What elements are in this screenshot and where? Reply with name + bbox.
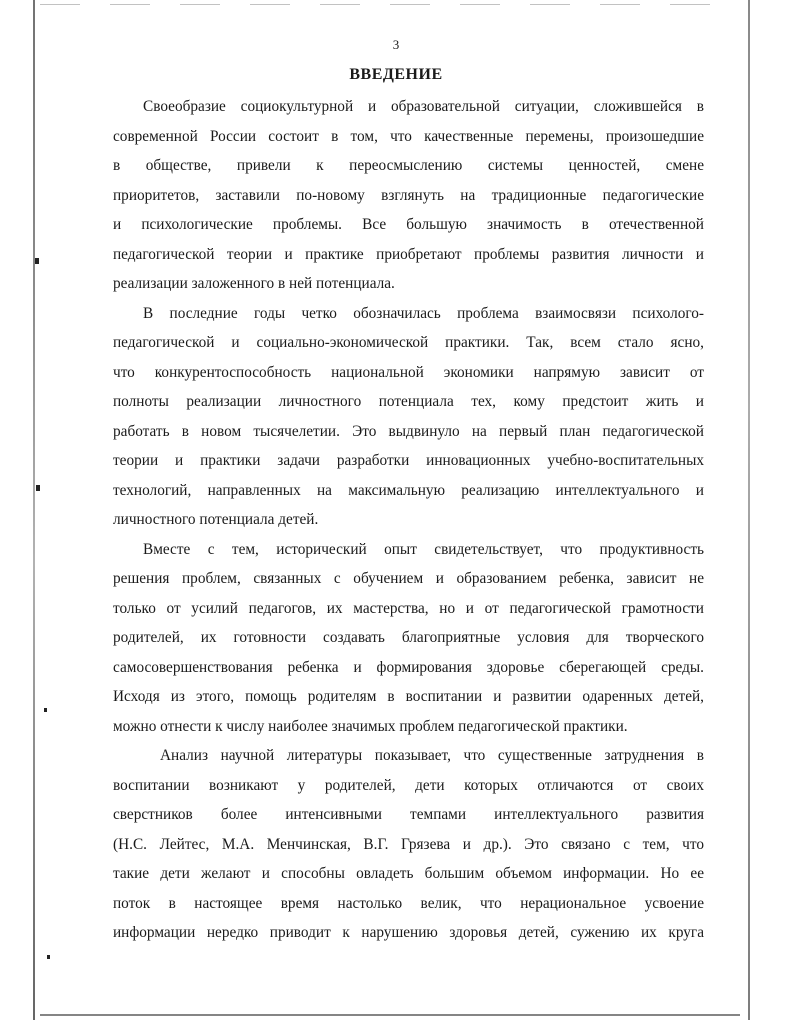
text-line: и психологические проблемы. Все большую значимость в отечественной	[113, 216, 704, 233]
document-body	[113, 92, 704, 948]
text-line: информации нередко приводит к нарушению здоровья детей, сужению их круга	[113, 924, 704, 941]
text-line: сверстников более интенсивными темпами интеллектуального развития	[113, 806, 704, 823]
text-line: полноты реализации личностного потенциала тех, кому предстоит жить и	[113, 393, 704, 410]
text-line: технологий, направленных на максимальную реализацию интеллектуального и	[113, 481, 704, 499]
text-line: приоритетов, заставили по-новому взглянуть на традиционные педагогические	[113, 186, 704, 204]
text-line: Своеобразие социокультурной и образовательной ситуации, сложившейся в	[143, 98, 704, 115]
text-line: только от усилий педагогов, их мастерства, но и от педагогической грамотности	[113, 599, 704, 617]
page-title: ВВЕДЕНИЕ	[349, 66, 443, 83]
text-line: педагогической и социально-экономической практики. Так, всем стало ясно,	[113, 334, 704, 351]
text-line: что конкурентоспособность национальной экономики напрямую зависит от	[113, 363, 704, 381]
scan-speck	[35, 258, 39, 264]
text-line: поток в настоящее время настолько велик, что нерациональное усвоение	[113, 894, 704, 912]
text-line: теории и практики задачи разработки инновационных учебно-воспитательных	[113, 452, 704, 469]
text-line: реализации заложенного в ней потенциала.	[113, 275, 395, 292]
text-line: современной России состоит в том, что качественные перемены, произошедшие	[113, 127, 704, 145]
scan-speck	[36, 485, 40, 491]
scan-bottom-edge	[40, 1014, 740, 1016]
scan-speck	[44, 708, 47, 712]
scan-right-edge	[748, 0, 750, 1020]
text-line: Вместе с тем, исторический опыт свидетельствует, что продуктивность	[143, 540, 704, 558]
text-line: родителей, их готовности создавать благоприятные условия для творческого	[113, 629, 704, 646]
scan-speck	[47, 955, 50, 959]
text-line: В последние годы четко обозначилась проблема взаимосвязи психолого-	[143, 304, 704, 322]
scan-top-edge	[40, 4, 740, 5]
page-number: 3	[392, 37, 400, 52]
text-line: можно отнести к числу наиболее значимых проблем педагогической практики.	[113, 717, 628, 735]
text-line: Исходя из этого, помощь родителям в воспитании и развитии одаренных детей,	[113, 688, 704, 705]
text-line: в обществе, привели к переосмыслению системы ценностей, смене	[113, 157, 704, 174]
text-line: педагогической теории и практике приобретают проблемы развития личности и	[113, 245, 704, 263]
scan-left-edge	[33, 0, 35, 1020]
text-line: Анализ научной литературы показывает, что существенные затруднения в	[160, 747, 704, 764]
text-line: воспитании возникают у родителей, дети которых отличаются от своих	[113, 776, 704, 794]
text-line: самосовершенствования ребенка и формирования здоровье сберегающей среды.	[113, 658, 704, 676]
text-line: (Н.С. Лейтес, М.А. Менчинская, В.Г. Грязева и др.). Это связано с тем, что	[113, 835, 704, 853]
text-line: решения проблем, связанных с обучением и образованием ребенка, зависит не	[113, 570, 704, 587]
text-line: такие дети желают и способны овладеть большим объемом информации. Но ее	[113, 865, 704, 882]
text-line: личностного потенциала детей.	[113, 511, 319, 528]
text-line: работать в новом тысячелетии. Это выдвинуло на первый план педагогической	[113, 422, 704, 440]
